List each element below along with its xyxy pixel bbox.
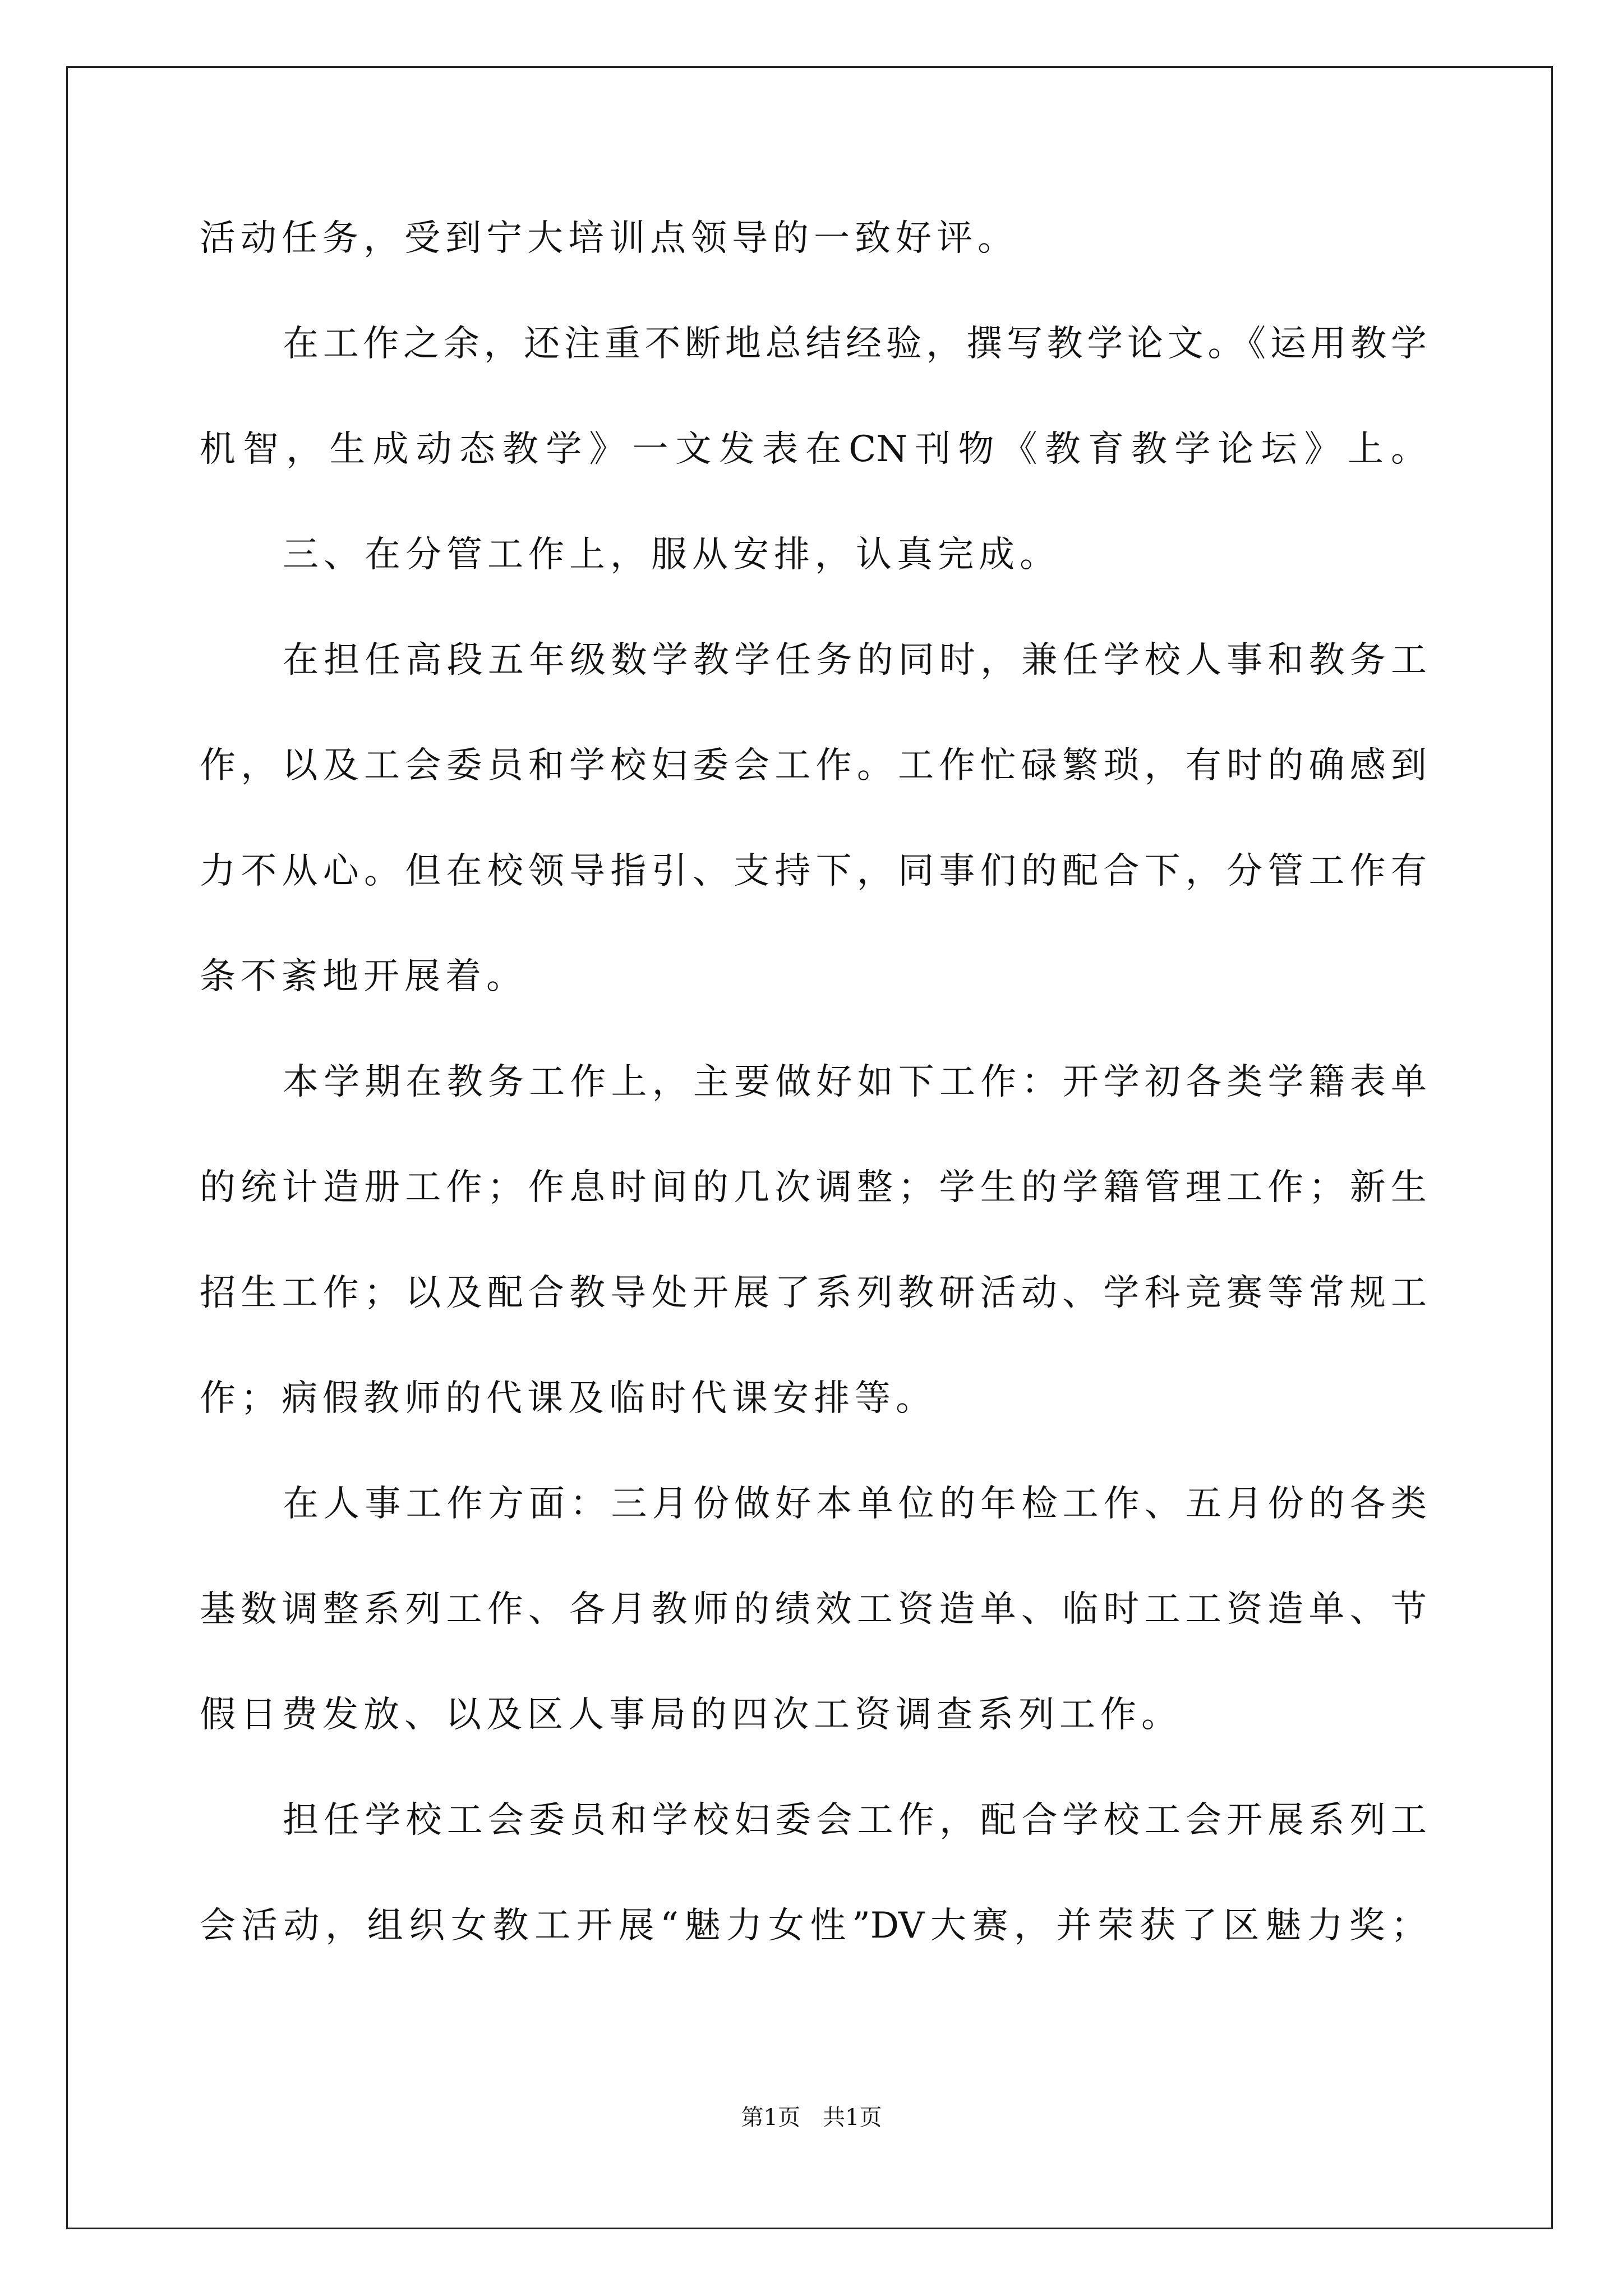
text-line: 力不从心。但在校领导指引、支持下，同事们的配合下，分管工作有 [200,850,1427,892]
paragraph-first-line: 在人事工作方面：三月份做好本单位的年检工作、五月份的各类 [283,1483,1427,1525]
text-line: 会活动，组织女教工开展“魅力女性”DV大赛，并荣获了区魅力奖； [200,1905,1427,1947]
text-line: 作，以及工会委员和学校妇委会工作。工作忙碌繁琐，有时的确感到 [200,745,1427,786]
text-line: 的统计造册工作；作息时间的几次调整；学生的学籍管理工作；新生 [200,1167,1427,1208]
paragraph-first-line: 本学期在教务工作上，主要做好如下工作：开学初各类学籍表单 [283,1061,1427,1103]
text-line: 作；病假教师的代课及临时代课安排等。 [200,1378,937,1419]
text-line: 条不紊地开展着。 [200,956,527,997]
paragraph-first-line: 在担任高段五年级数学教学任务的同时，兼任学校人事和教务工 [283,639,1427,681]
page-number-footer: 第1页 共1页 [741,2105,882,2131]
paragraph-first-line: 在工作之余，还注重不断地总结经验，撰写教学论文。《运用教学 [283,323,1427,365]
text-line: 招生工作；以及配合教导处开展了系列教研活动、学科竞赛等常规工 [200,1272,1427,1314]
section-heading: 三、在分管工作上，服从安排，认真完成。 [283,534,1061,576]
text-line: 机智，生成动态教学》一文发表在CN刊物《教育教学论坛》上。 [200,429,1427,470]
text-line: 基数调整系列工作、各月教师的绩效工资造单、临时工工资造单、节 [200,1589,1427,1630]
text-line: 活动任务，受到宁大培训点领导的一致好评。 [200,218,1018,259]
paragraph-first-line: 担任学校工会委员和学校妇委会工作，配合学校工会开展系列工 [283,1800,1427,1841]
text-line: 假日费发放、以及区人事局的四次工资调查系列工作。 [200,1694,1182,1736]
